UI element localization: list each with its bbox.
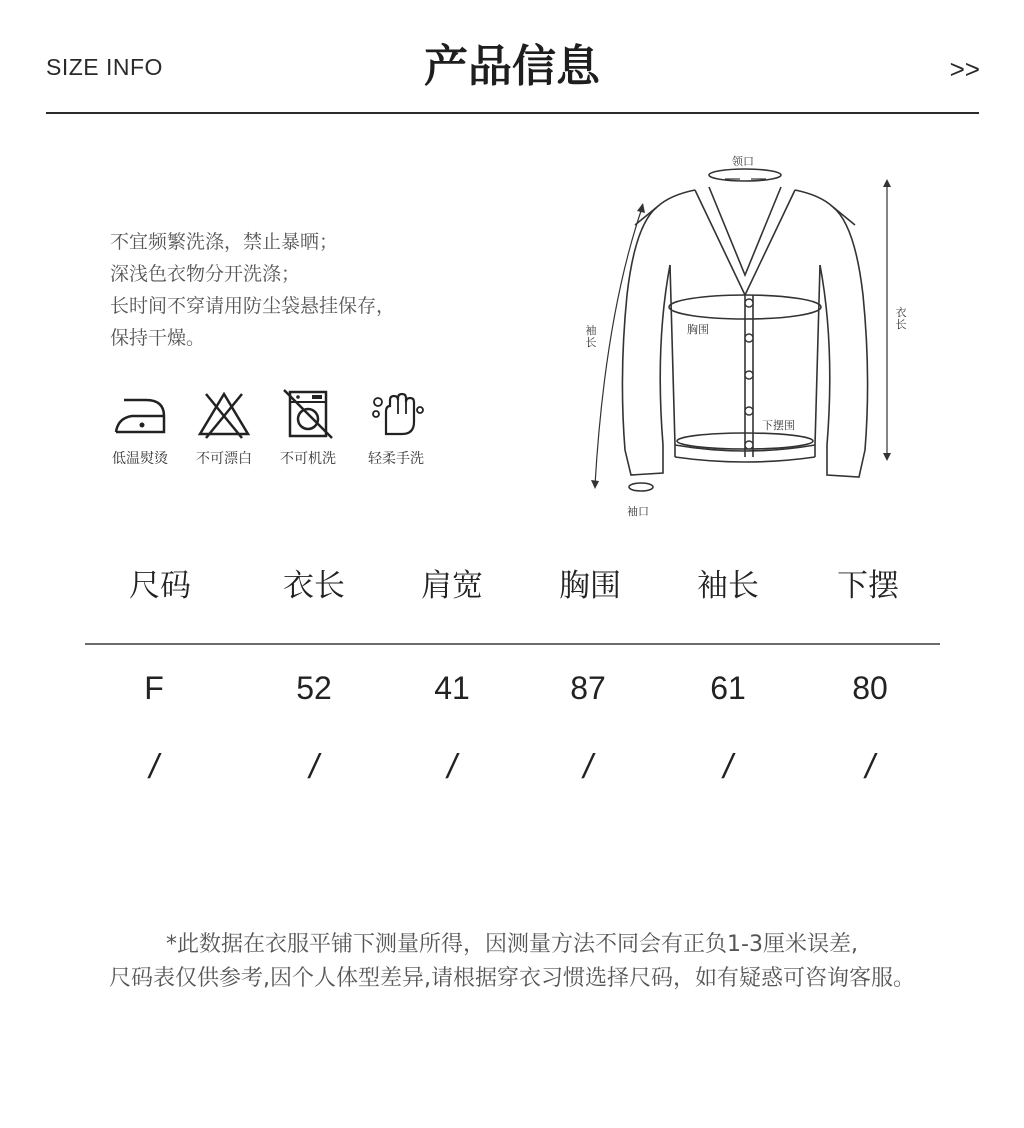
table-cell: /	[149, 748, 159, 786]
care-icon-label: 低温熨烫	[112, 451, 168, 467]
no-machine-wash-icon	[278, 388, 338, 440]
garment-diagram	[575, 145, 915, 520]
care-line: 不宜频繁洗涤，禁止暴晒；	[110, 231, 339, 253]
label-hem: 下摆围	[762, 419, 795, 432]
header-sleeve: 袖长	[697, 568, 759, 604]
hand-wash-icon	[366, 388, 426, 440]
care-icon-label: 不可机洗	[280, 451, 336, 467]
table-cell: /	[583, 748, 593, 786]
header-size: 尺码	[129, 568, 191, 604]
label-cuff: 袖口	[627, 505, 649, 518]
care-icon-handwash	[358, 388, 434, 468]
header-shoulder: 肩宽	[421, 568, 483, 604]
header-divider	[46, 112, 979, 114]
table-cell: /	[723, 748, 733, 786]
table-cell: F	[144, 670, 164, 706]
no-bleach-icon	[194, 388, 254, 440]
care-line: 保持干燥。	[110, 327, 206, 349]
care-icon-label: 不可漂白	[196, 451, 252, 467]
care-line: 长时间不穿请用防尘袋悬挂保存，	[110, 295, 396, 317]
size-info-label: SIZE INFO	[46, 54, 163, 80]
table-cell: 61	[710, 670, 746, 706]
care-line: 深浅色衣物分开洗涤；	[110, 263, 301, 285]
footnote-line-2: 尺码表仅供参考,因个人体型差异,请根据穿衣习惯选择尺码，如有疑惑可咨询客服。	[109, 966, 915, 991]
label-sleeve-length: 袖长	[585, 324, 597, 349]
care-icon-label: 轻柔手洗	[368, 451, 424, 467]
label-body-length: 衣长	[895, 306, 907, 331]
label-neckline: 领口	[732, 155, 754, 168]
cardigan-outline	[575, 145, 915, 520]
table-divider	[85, 643, 940, 645]
care-instructions	[110, 226, 395, 354]
table-cell: /	[309, 748, 319, 786]
iron-low-icon	[110, 388, 170, 440]
header-chest: 胸围	[559, 568, 621, 604]
page-title: 产品信息	[424, 41, 600, 92]
table-cell: 80	[852, 670, 888, 706]
header-length: 衣长	[283, 568, 345, 604]
footnote-line-1: *此数据在衣服平铺下测量所得，因测量方法不同会有正负1-3厘米误差,	[166, 932, 858, 957]
care-icon-machine	[270, 388, 346, 468]
table-cell: 87	[570, 670, 606, 706]
table-cell: /	[447, 748, 457, 786]
header-hem: 下摆	[837, 568, 899, 604]
care-icon-bleach	[186, 388, 262, 468]
table-cell: 52	[296, 670, 332, 706]
care-icon-iron	[102, 388, 178, 468]
table-cell: /	[865, 748, 875, 786]
label-chest: 胸围	[687, 323, 709, 336]
table-cell: 41	[434, 670, 470, 706]
next-arrow-icon[interactable]: >>	[949, 54, 980, 84]
